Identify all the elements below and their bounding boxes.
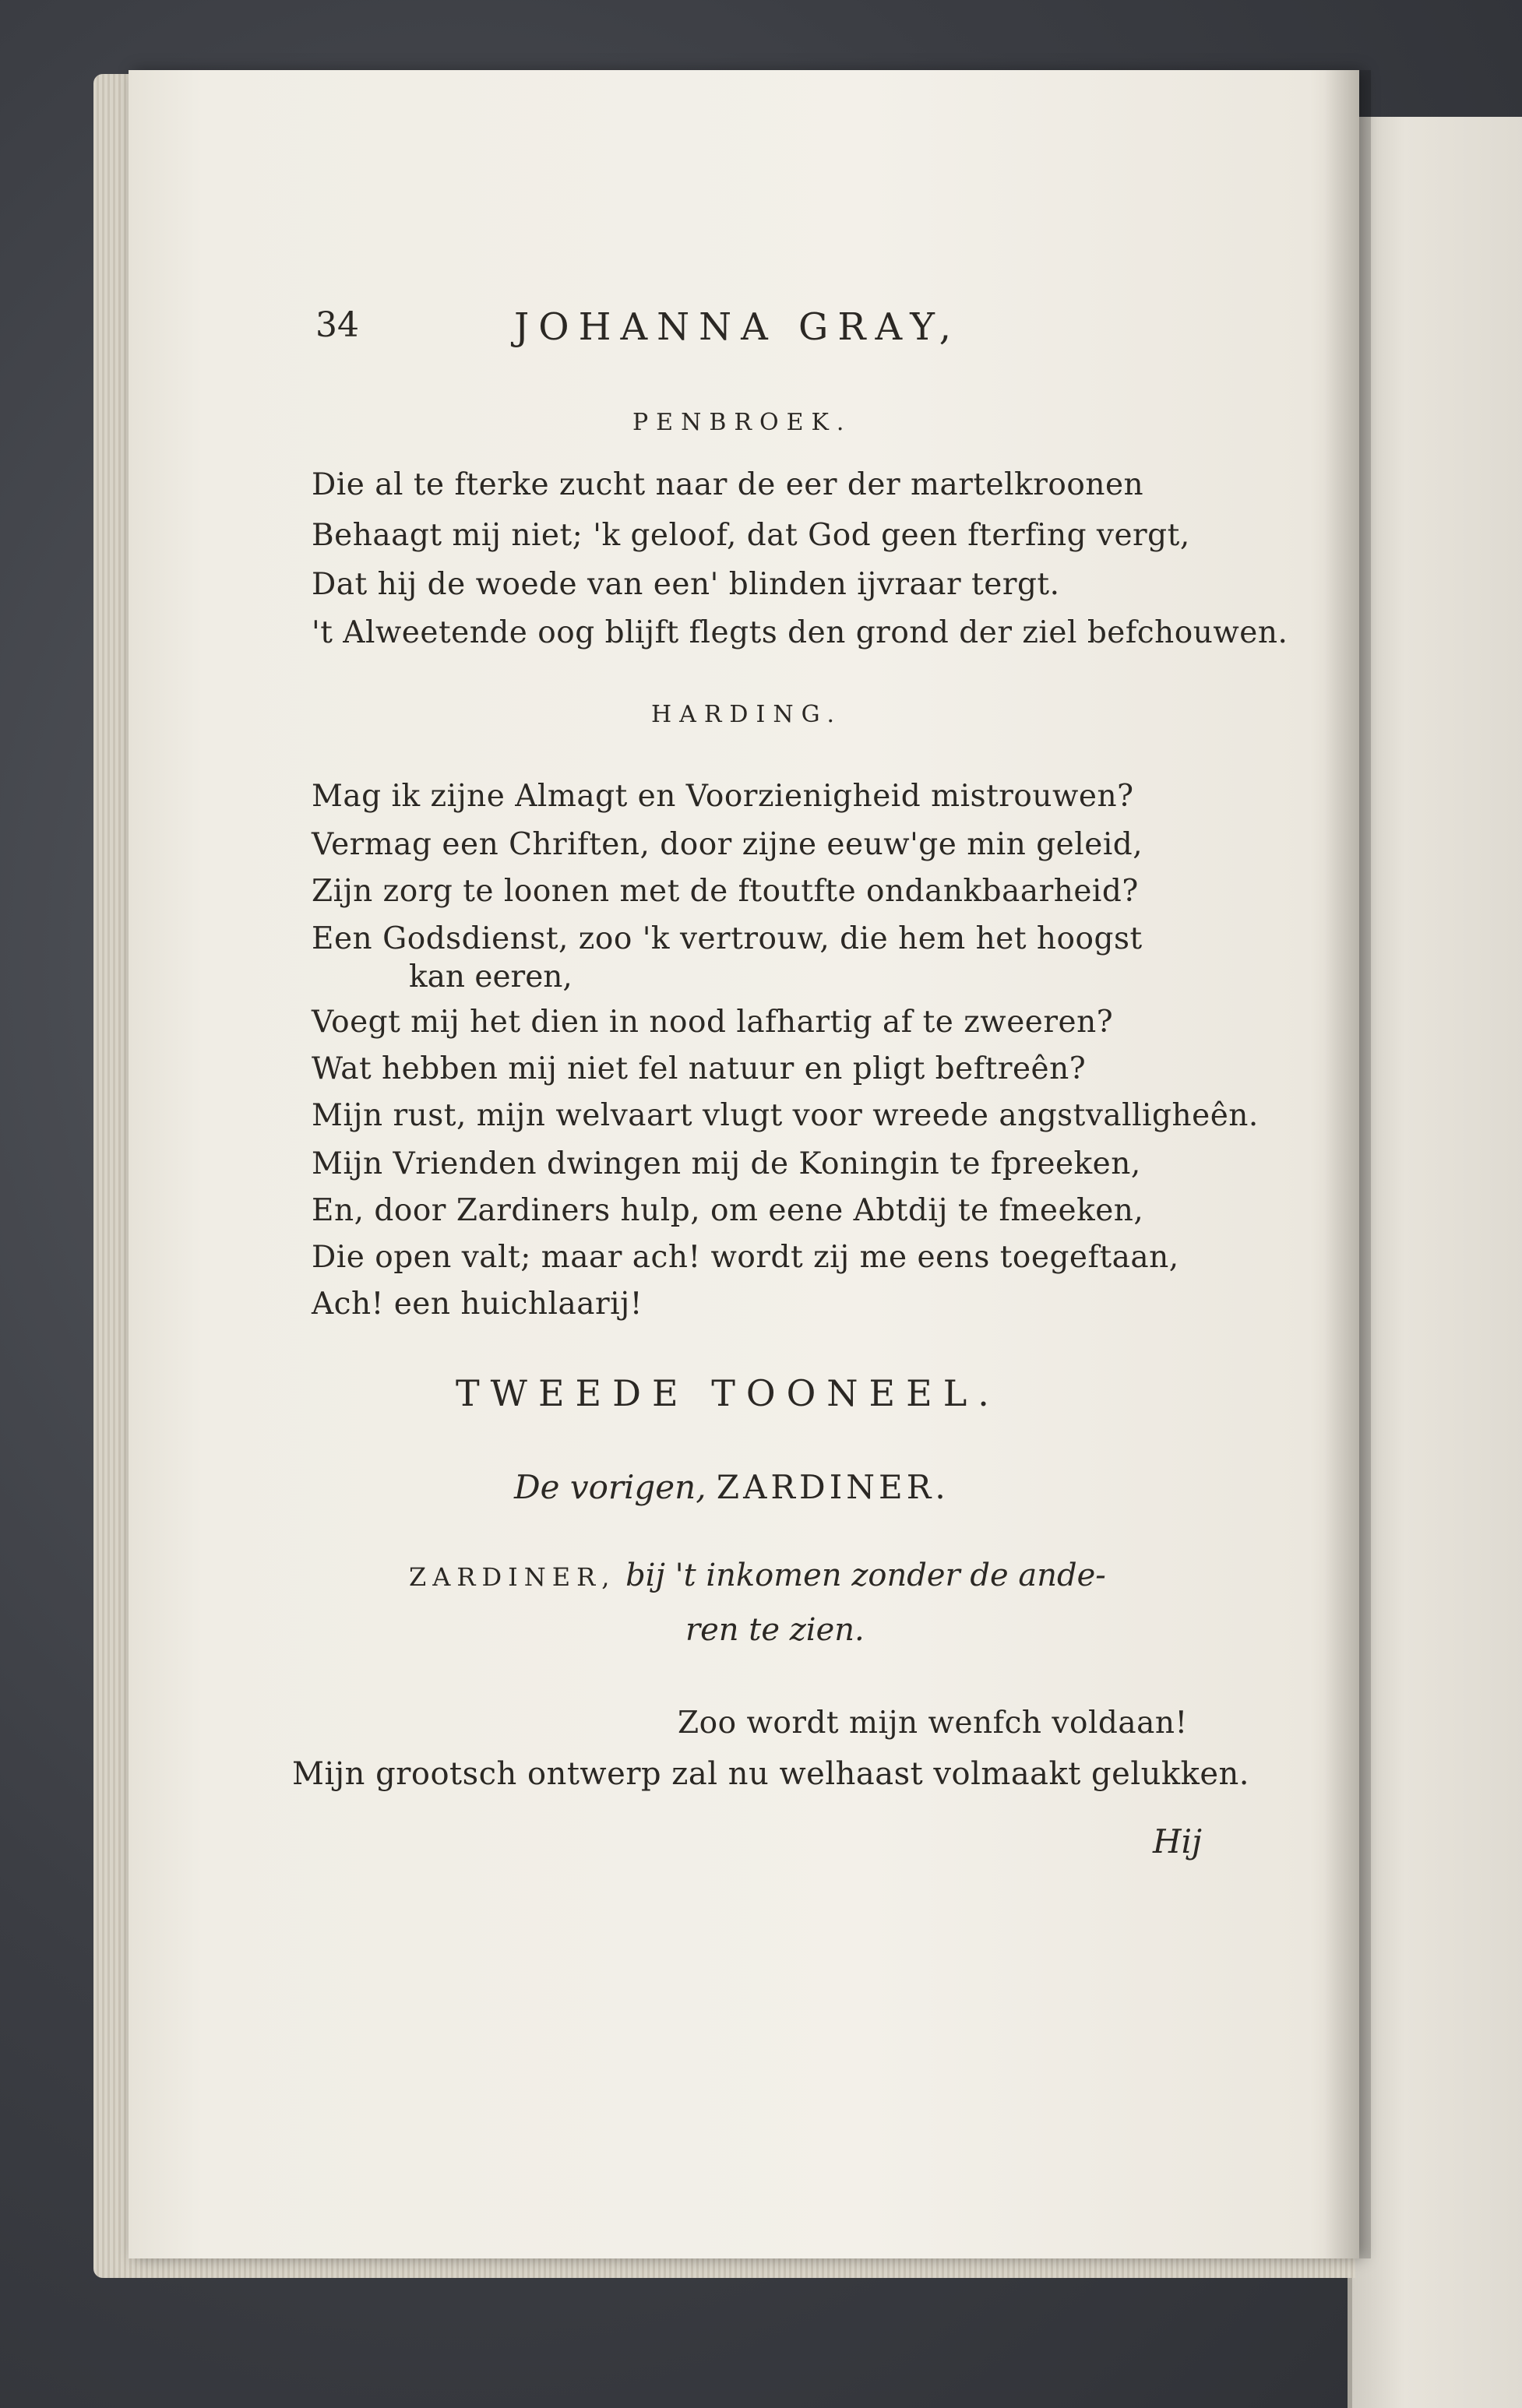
verse-line: Die open valt; maar ach! wordt zij me eens toegeftaan, xyxy=(312,1240,1179,1275)
cast-name: ZARDINER. xyxy=(716,1468,949,1506)
verse-line: Zijn zorg te loonen met de ftoutfte ondankbaarheid? xyxy=(312,874,1139,909)
cast-persons: De vorigen, xyxy=(514,1468,706,1506)
verse-line: Mijn Vrienden dwingen mij de Koningin te fpreeken, xyxy=(312,1146,1141,1181)
entrance-direction: bij 't inkomen zonder de ande- xyxy=(625,1558,1106,1593)
stage-direction-continuation: ren te zien. xyxy=(685,1612,865,1648)
speaker-harding: HARDING. xyxy=(651,701,842,728)
verse-line: Een Godsdienst, zoo 'k vertrouw, die hem het hoogst xyxy=(312,921,1143,956)
verse-line: Dat hij de woede van een' blinden ijvraar tergt. xyxy=(312,567,1060,602)
entrance-speaker: ZARDINER, xyxy=(409,1562,616,1592)
catchword: Hij xyxy=(1153,1822,1203,1861)
verse-line: Zoo wordt mijn wenfch voldaan! xyxy=(678,1706,1188,1741)
verse-line: Mijn grootsch ontwerp zal nu welhaast volmaakt gelukken. xyxy=(292,1756,1249,1792)
page-number: 34 xyxy=(315,305,359,345)
verse-line: Die al te fterke zucht naar de eer der martelkroonen xyxy=(312,467,1144,502)
scene-cast xyxy=(514,1468,949,1506)
scene-title: TWEEDE TOONEEL. xyxy=(456,1372,1000,1414)
verse-line: Behaagt mij niet; 'k geloof, dat God geen fterfing vergt, xyxy=(312,518,1190,553)
verse-line: Mag ik zijne Almagt en Voorzienigheid mistrouwen? xyxy=(312,779,1134,814)
speaker-penbroek: PENBROEK. xyxy=(632,409,852,436)
verse-line: En, door Zardiners hulp, om eene Abtdij te fmeeken, xyxy=(312,1193,1144,1228)
verse-line: Ach! een huichlaarij! xyxy=(312,1287,643,1322)
verse-line: 't Alweetende oog blijft flegts den grond der ziel befchouwen. xyxy=(312,615,1288,650)
gutter-shadow xyxy=(1324,70,1371,2258)
verse-line-continuation: kan eeren, xyxy=(409,959,573,995)
running-head: JOHANNA GRAY, xyxy=(514,305,960,349)
verse-line: Vermag een Chriften, door zijne eeuw'ge min geleid, xyxy=(312,827,1143,862)
facing-page-edge xyxy=(1348,117,1522,2408)
stage-direction xyxy=(409,1558,1106,1593)
verse-line: Wat hebben mij niet fel natuur en pligt beftreên? xyxy=(312,1051,1087,1086)
verse-line: Voegt mij het dien in nood lafhartig af te zweeren? xyxy=(312,1005,1114,1040)
verse-line: Mijn rust, mijn welvaart vlugt voor wreede angstvalligheên. xyxy=(312,1098,1259,1133)
